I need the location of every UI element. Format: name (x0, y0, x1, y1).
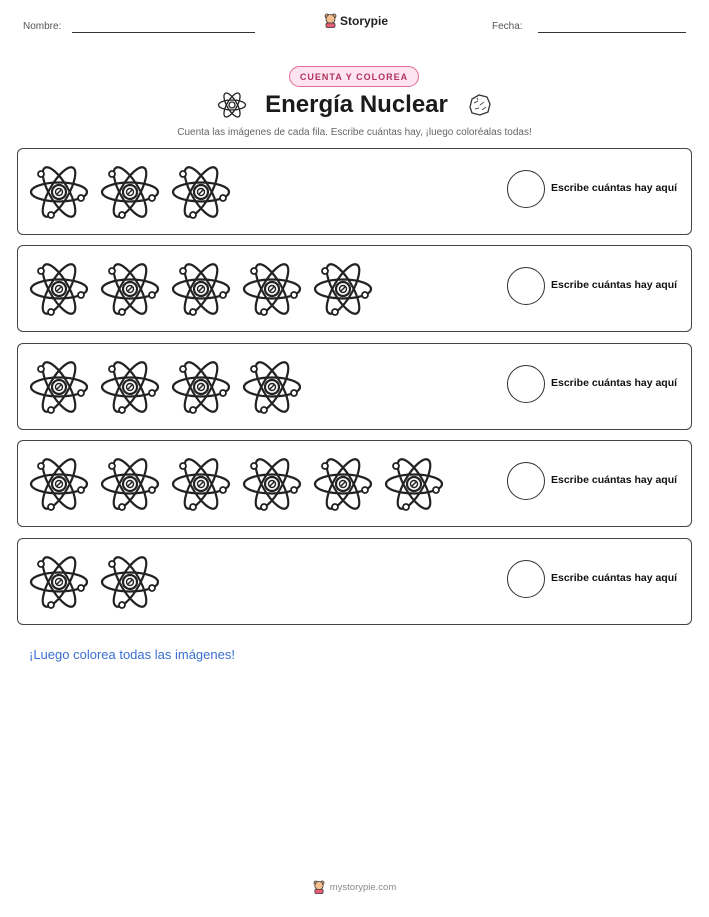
date-line[interactable] (538, 32, 686, 33)
atom-icon (242, 357, 302, 417)
atom-icon (29, 162, 89, 222)
bear-mascot-icon (313, 880, 325, 894)
atom-group (29, 162, 231, 222)
atom-icon (171, 454, 231, 514)
count-row-4 (17, 440, 692, 527)
atom-icon (384, 454, 444, 514)
title-bar (0, 90, 709, 120)
footer (0, 880, 709, 894)
bear-mascot-icon (324, 13, 337, 28)
count-row-2 (17, 245, 692, 332)
answer-circle[interactable] (507, 560, 545, 598)
atom-icon (313, 454, 373, 514)
date-label: Fecha: (492, 21, 523, 32)
name-label: Nombre: (23, 21, 62, 32)
answer-circle[interactable] (507, 462, 545, 500)
answer-prompt: Escribe cuántas hay aquí (551, 279, 678, 291)
answer-circle[interactable] (507, 170, 545, 208)
atom-icon (29, 259, 89, 319)
atom-icon (171, 259, 231, 319)
rock-icon (466, 93, 492, 117)
brand-name: Storypie (340, 13, 389, 28)
atom-icon (242, 454, 302, 514)
count-row-1 (17, 148, 692, 235)
atom-group (29, 259, 373, 319)
atom-icon (100, 357, 160, 417)
count-row-5 (17, 538, 692, 625)
instructions: Cuenta las imágenes de cada fila. Escribe cuántas hay, ¡luego coloréalas todas! (177, 127, 532, 138)
page-title: Energía Nuclear (265, 91, 448, 118)
activity-badge: CUENTA Y COLOREA (289, 66, 419, 87)
answer-prompt: Escribe cuántas hay aquí (551, 474, 678, 486)
answer-circle[interactable] (507, 365, 545, 403)
atom-icon (313, 259, 373, 319)
atom-icon (217, 90, 247, 120)
coloring-note: ¡Luego colorea todas las imágenes! (29, 647, 235, 662)
atom-icon (29, 552, 89, 612)
atom-icon (100, 552, 160, 612)
atom-icon (242, 259, 302, 319)
atom-icon (100, 162, 160, 222)
answer-prompt: Escribe cuántas hay aquí (551, 377, 678, 389)
atom-group (29, 552, 160, 612)
footer-site[interactable]: mystorypie.com (329, 881, 397, 893)
answer-prompt: Escribe cuántas hay aquí (551, 572, 678, 584)
atom-icon (100, 454, 160, 514)
atom-icon (100, 259, 160, 319)
count-row-3 (17, 343, 692, 430)
atom-group (29, 454, 444, 514)
atom-icon (171, 162, 231, 222)
atom-icon (29, 357, 89, 417)
answer-circle[interactable] (507, 267, 545, 305)
storypie-logo (324, 13, 388, 28)
atom-icon (29, 454, 89, 514)
name-line[interactable] (72, 32, 255, 33)
answer-prompt: Escribe cuántas hay aquí (551, 182, 678, 194)
atom-icon (171, 357, 231, 417)
atom-group (29, 357, 302, 417)
